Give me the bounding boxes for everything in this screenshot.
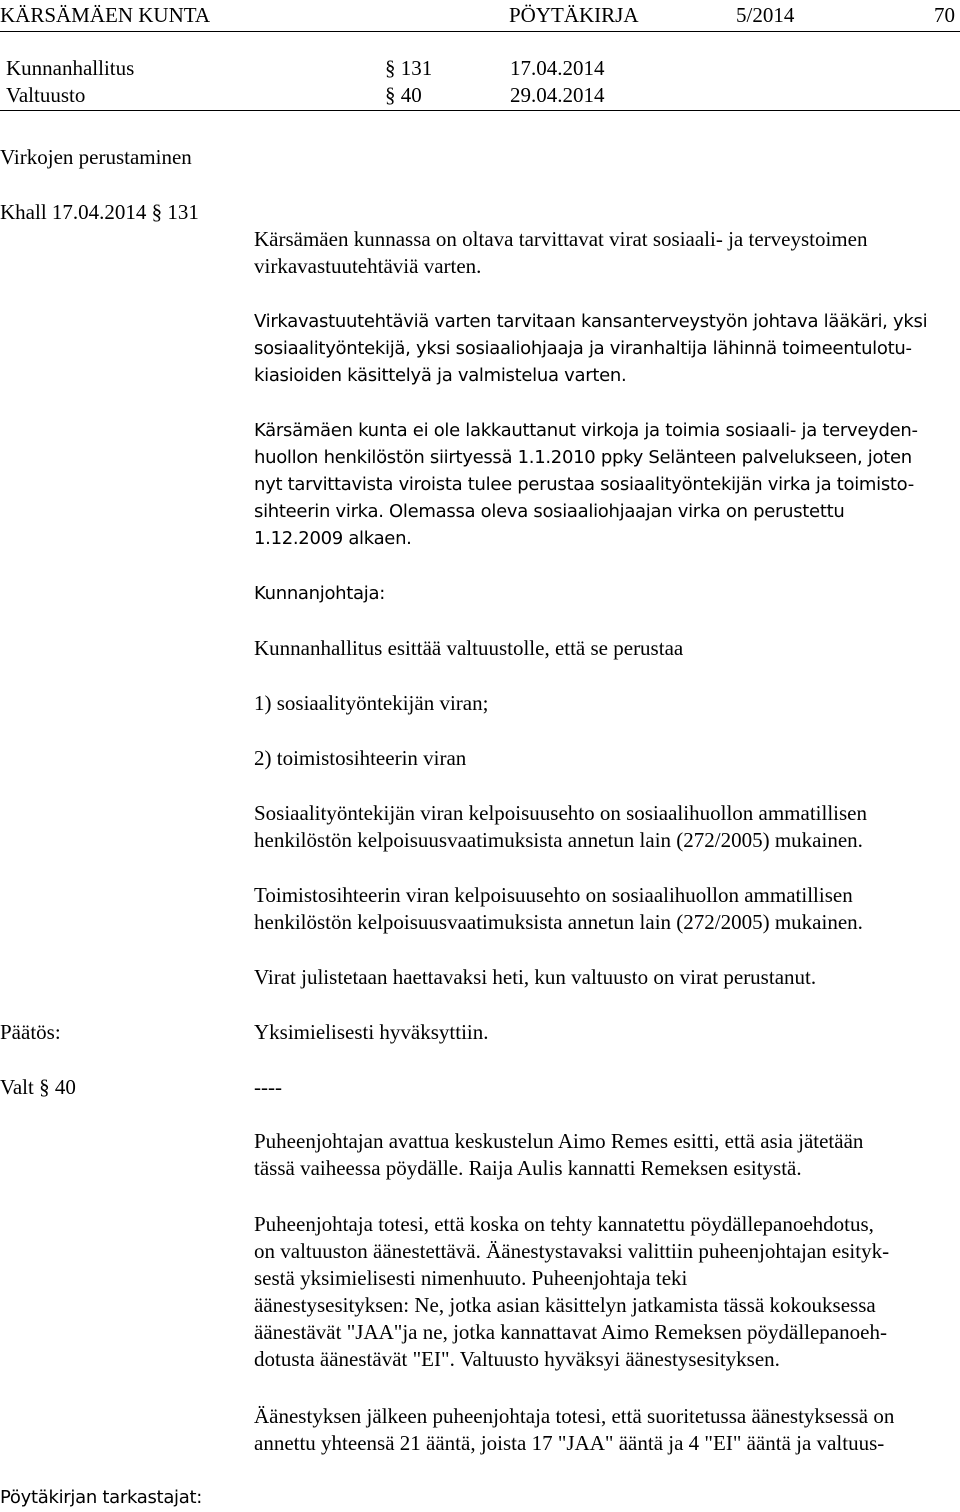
staffing-paragraph [254,308,958,389]
issue-number: 5/2014 [736,3,795,27]
meeting-date: 17.04.2014 [510,56,605,80]
announcement-text: Virat julistetaan haettavaksi heti, kun valtuusto on virat perustanut. [254,965,817,989]
text-line: sihteerin virka. Olemassa oleva sosiaaliohjaajan virka on perustettu [254,501,845,522]
text-line: Sosiaalityöntekijän viran kelpoisuusehto on sosiaalihuollon ammatillisen [254,801,867,825]
meetings-rule [0,110,960,111]
text-line: äänestysesityksen: Ne, jotka asian käsittelyn jatkamista tässä kokouksessa [254,1293,876,1317]
text-line: Kärsämäen kunta ei ole lakkauttanut virkoja ja toimia sosiaali- ja terveyden- [254,420,918,441]
khall-reference: Khall 17.04.2014 § 131 [0,200,199,224]
discussion-paragraph [254,1128,958,1182]
municipality-name: KÄRSÄMÄEN KUNTA [0,3,211,27]
text-line: on valtuuston äänestettävä. Äänestystavaksi valittiin puheenjohtajan esityk- [254,1239,890,1263]
text-line: sosiaalityöntekijä, yksi sosiaaliohjaaja ja viranhaltija lähinnä toimeentulotu- [254,338,912,359]
header-rule [0,31,960,32]
proposal-item-2: 2) toimistosihteerin viran [254,746,467,770]
page-number: 70 [934,3,955,27]
topic-title: Virkojen perustaminen [0,145,192,169]
qualification-paragraph-2 [254,882,958,936]
text-line: Puheenjohtaja totesi, että koska on tehty kannatettu pöydällepanoehdotus, [254,1212,874,1236]
separator-dashes: ---- [254,1075,282,1099]
footer-inspectors-label: Pöytäkirjan tarkastajat: [0,1487,202,1508]
text-line: 1.12.2009 alkaen. [254,528,412,549]
meeting-date: 29.04.2014 [510,83,605,107]
text-line: nyt tarvittavista viroista tulee perustaa sosiaalityöntekijän virka ja toimisto- [254,474,914,495]
qualification-paragraph-1 [254,800,958,854]
decision-label: Päätös: [0,1020,61,1044]
document-type: PÖYTÄKIRJA [509,3,639,27]
text-line: annettu yhteensä 21 ääntä, joista 17 "JAA" ääntä ja 4 "EI" ääntä ja valtuus- [254,1431,885,1455]
text-line: Puheenjohtajan avattua keskustelun Aimo Remes esitti, että asia jätetään [254,1129,864,1153]
text-line: henkilöstön kelpoisuusvaatimuksista annetun lain (272/2005) mukainen. [254,910,863,934]
intro-paragraph [254,226,958,280]
text-line: Toimistosihteerin viran kelpoisuusehto on sosiaalihuollon ammatillisen [254,883,853,907]
valtuusto-reference: Valt § 40 [0,1075,76,1099]
text-line: äänestävät "JAA"ja ne, jotka kannattavat Aimo Remeksen pöydällepanoeh- [254,1320,887,1344]
proposal-text: Kunnanhallitus esittää valtuustolle, että se perustaa [254,636,684,660]
meeting-section: § 40 [385,83,422,107]
background-paragraph [254,417,958,552]
text-line: Kärsämäen kunnassa on oltava tarvittavat virat sosiaali- ja terveystoimen [254,227,868,251]
text-line: virkavastuutehtäviä varten. [254,254,482,278]
vote-result-paragraph [254,1403,958,1457]
decision-text: Yksimielisesti hyväksyttiin. [254,1020,489,1044]
proposal-item-1: 1) sosiaalityöntekijän viran; [254,691,489,715]
meeting-section: § 131 [385,56,433,80]
text-line: Virkavastuutehtäviä varten tarvitaan kansanterveystyön johtava lääkäri, yksi [254,311,928,332]
meeting-body: Kunnanhallitus [6,56,135,80]
text-line: kiasioiden käsittelyä ja valmistelua varten. [254,365,627,386]
text-line: huollon henkilöstön siirtyessä 1.1.2010 ppky Selänteen palvelukseen, joten [254,447,912,468]
text-line: henkilöstön kelpoisuusvaatimuksista annetun lain (272/2005) mukainen. [254,828,863,852]
text-line: Äänestyksen jälkeen puheenjohtaja totesi, että suoritetussa äänestyksessä on [254,1404,895,1428]
text-line: sestä yksimielisesti nimenhuuto. Puheenjohtaja teki [254,1266,688,1290]
text-line: dotusta äänestävät "EI". Valtuusto hyväksyi äänestysesityksen. [254,1347,780,1371]
vote-proposal-paragraph [254,1211,958,1373]
meeting-body: Valtuusto [6,83,86,107]
text-line: tässä vaiheessa pöydälle. Raija Aulis kannatti Remeksen esitystä. [254,1156,802,1180]
kunnanjohtaja-label: Kunnanjohtaja: [254,583,385,604]
